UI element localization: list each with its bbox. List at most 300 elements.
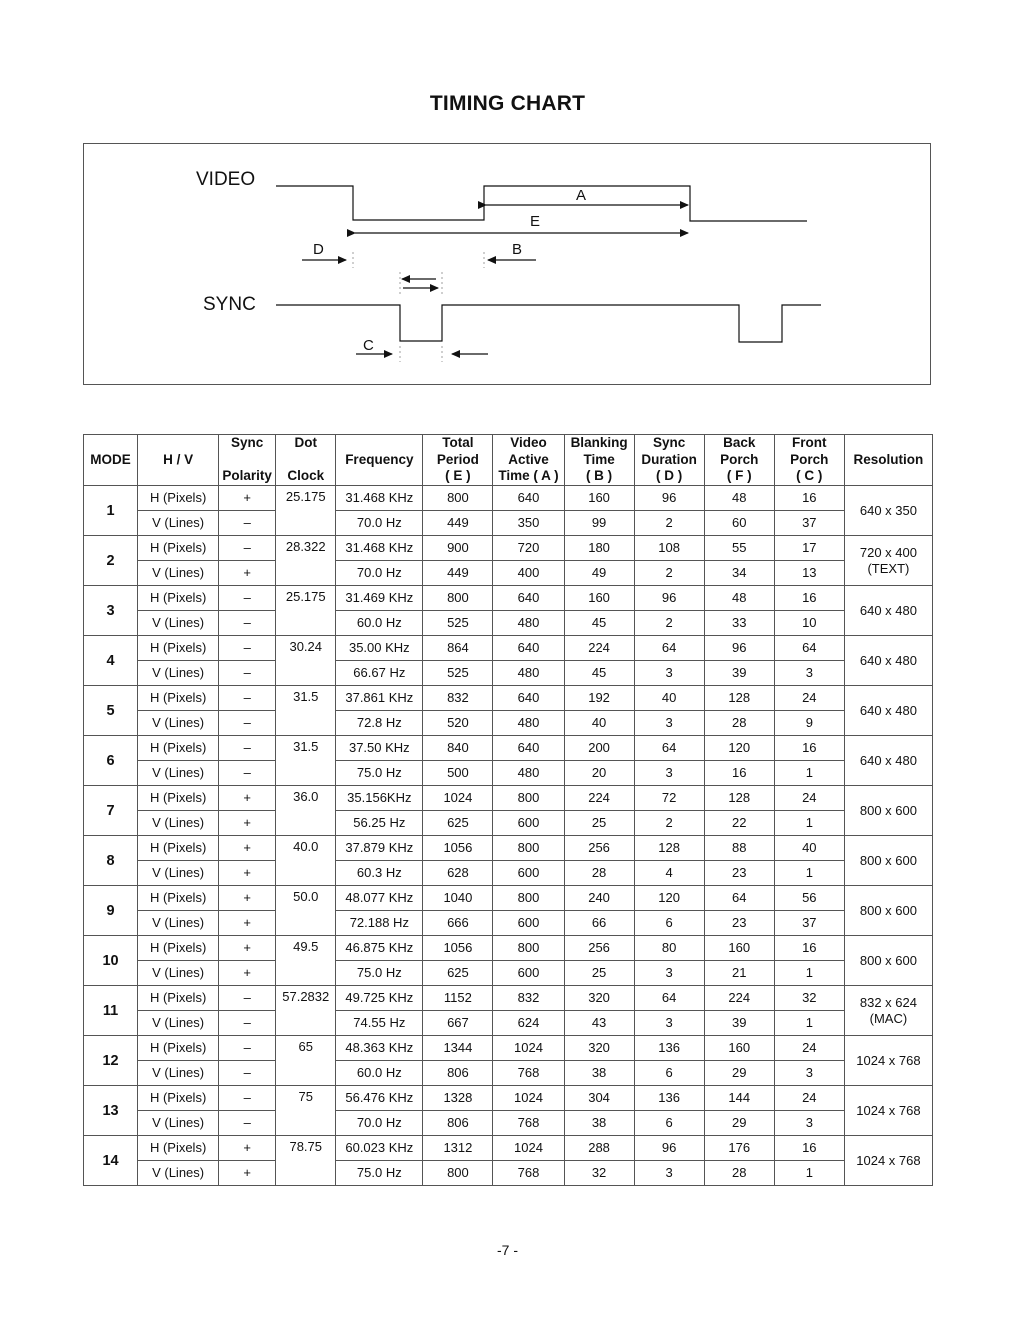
sync-duration-cell: 6 — [634, 1111, 704, 1136]
mode-cell: 10 — [84, 936, 138, 986]
resolution-cell — [844, 986, 932, 1036]
video-active-cell: 640 — [493, 486, 564, 511]
hv-cell: H (Pixels) — [138, 586, 219, 611]
blanking-time-cell: 66 — [564, 911, 634, 936]
total-period-cell: 520 — [423, 711, 493, 736]
label-e: E — [530, 213, 541, 230]
resolution-line: 832 x 624 — [859, 994, 917, 1010]
sync-polarity-cell: + — [219, 886, 276, 911]
dot-clock-cell: 25.175 — [276, 486, 336, 536]
total-period-cell: 449 — [423, 561, 493, 586]
table-row — [84, 811, 933, 836]
mode-cell: 12 — [84, 1036, 138, 1086]
header-back-porch: Back Porch ( F ) — [704, 435, 774, 486]
blanking-time-cell: 180 — [564, 536, 634, 561]
frequency-cell: 75.0 Hz — [336, 1161, 423, 1186]
sync-duration-cell: 64 — [634, 736, 704, 761]
sync-duration-cell: 4 — [634, 861, 704, 886]
total-period-cell: 1328 — [423, 1086, 493, 1111]
sync-polarity-cell: + — [219, 936, 276, 961]
sync-polarity-cell: – — [219, 986, 276, 1011]
blanking-time-cell: 256 — [564, 936, 634, 961]
table-row — [84, 1036, 933, 1061]
blanking-time-cell: 25 — [564, 811, 634, 836]
video-active-cell: 640 — [493, 636, 564, 661]
front-porch-cell: 16 — [774, 486, 844, 511]
sync-polarity-cell: + — [219, 961, 276, 986]
front-porch-cell: 16 — [774, 736, 844, 761]
sync-duration-cell: 80 — [634, 936, 704, 961]
sync-duration-cell: 3 — [634, 711, 704, 736]
back-porch-cell: 128 — [704, 686, 774, 711]
back-porch-cell: 28 — [704, 1161, 774, 1186]
blanking-time-cell: 43 — [564, 1011, 634, 1036]
video-active-cell: 1024 — [493, 1036, 564, 1061]
sync-duration-cell: 2 — [634, 811, 704, 836]
dot-clock-cell: 65 — [276, 1036, 336, 1086]
dot-clock-cell: 75 — [276, 1086, 336, 1136]
hv-cell: H (Pixels) — [138, 986, 219, 1011]
hv-cell: H (Pixels) — [138, 736, 219, 761]
total-period-cell: 1312 — [423, 1136, 493, 1161]
table-row — [84, 861, 933, 886]
table-row — [84, 711, 933, 736]
front-porch-cell: 16 — [774, 586, 844, 611]
sync-duration-cell: 6 — [634, 911, 704, 936]
resolution-line: 720 x 400 — [859, 544, 917, 560]
video-active-cell: 600 — [493, 911, 564, 936]
back-porch-cell: 64 — [704, 886, 774, 911]
back-porch-cell: 39 — [704, 661, 774, 686]
hv-cell: H (Pixels) — [138, 1036, 219, 1061]
resolution-line: 800 x 600 — [859, 852, 917, 868]
frequency-cell: 35.156KHz — [336, 786, 423, 811]
frequency-cell: 75.0 Hz — [336, 761, 423, 786]
frequency-cell: 31.468 KHz — [336, 536, 423, 561]
table-row — [84, 736, 933, 761]
front-porch-cell: 17 — [774, 536, 844, 561]
back-porch-cell: 128 — [704, 786, 774, 811]
video-waveform — [276, 186, 807, 221]
frequency-cell: 60.0 Hz — [336, 611, 423, 636]
total-period-cell: 1056 — [423, 936, 493, 961]
sync-waveform — [276, 305, 821, 342]
dot-clock-cell: 25.175 — [276, 586, 336, 636]
mode-cell: 1 — [84, 486, 138, 536]
front-porch-cell: 10 — [774, 611, 844, 636]
page-number: -7 - — [497, 1242, 518, 1258]
resolution-line: 1024 x 768 — [856, 1152, 921, 1168]
header-blanking-time: Blanking Time ( B ) — [564, 435, 634, 486]
back-porch-cell: 22 — [704, 811, 774, 836]
mode-cell: 7 — [84, 786, 138, 836]
sync-polarity-cell: – — [219, 661, 276, 686]
sync-polarity-cell: – — [219, 1061, 276, 1086]
video-active-cell: 400 — [493, 561, 564, 586]
sync-polarity-cell: + — [219, 1161, 276, 1186]
sync-duration-cell: 3 — [634, 661, 704, 686]
hv-cell: V (Lines) — [138, 1061, 219, 1086]
frequency-cell: 35.00 KHz — [336, 636, 423, 661]
video-active-cell: 600 — [493, 811, 564, 836]
timing-diagram — [83, 143, 931, 385]
resolution-line: 640 x 350 — [859, 502, 917, 518]
frequency-cell: 37.861 KHz — [336, 686, 423, 711]
header-video-active: Video Active Time ( A ) — [493, 435, 564, 486]
back-porch-cell: 48 — [704, 486, 774, 511]
dot-clock-cell: 49.5 — [276, 936, 336, 986]
sync-duration-cell: 3 — [634, 1161, 704, 1186]
resolution-cell — [844, 636, 932, 686]
front-porch-cell: 24 — [774, 1086, 844, 1111]
resolution-cell — [844, 586, 932, 636]
table-row — [84, 636, 933, 661]
table-row — [84, 1111, 933, 1136]
blanking-time-cell: 40 — [564, 711, 634, 736]
frequency-cell: 37.50 KHz — [336, 736, 423, 761]
total-period-cell: 1152 — [423, 986, 493, 1011]
header-mode: MODE — [84, 435, 138, 486]
back-porch-cell: 23 — [704, 911, 774, 936]
total-period-cell: 625 — [423, 811, 493, 836]
sync-polarity-cell: – — [219, 611, 276, 636]
frequency-cell: 56.25 Hz — [336, 811, 423, 836]
sync-duration-cell: 64 — [634, 986, 704, 1011]
total-period-cell: 832 — [423, 686, 493, 711]
resolution-line: 640 x 480 — [859, 752, 917, 768]
sync-polarity-cell: + — [219, 836, 276, 861]
blanking-time-cell: 320 — [564, 986, 634, 1011]
blanking-time-cell: 200 — [564, 736, 634, 761]
video-active-cell: 480 — [493, 661, 564, 686]
resolution-line: 640 x 480 — [859, 702, 917, 718]
table-row — [84, 611, 933, 636]
back-porch-cell: 55 — [704, 536, 774, 561]
blanking-time-cell: 240 — [564, 886, 634, 911]
video-active-cell: 480 — [493, 711, 564, 736]
video-active-cell: 640 — [493, 686, 564, 711]
header-total-period: Total Period ( E ) — [423, 435, 493, 486]
table-row — [84, 511, 933, 536]
table-row — [84, 486, 933, 511]
front-porch-cell: 1 — [774, 961, 844, 986]
table-header-row — [84, 435, 933, 486]
video-active-cell: 624 — [493, 1011, 564, 1036]
back-porch-cell: 29 — [704, 1061, 774, 1086]
resolution-line: 800 x 600 — [859, 902, 917, 918]
back-porch-cell: 23 — [704, 861, 774, 886]
total-period-cell: 1040 — [423, 886, 493, 911]
hv-cell: V (Lines) — [138, 861, 219, 886]
hv-cell: H (Pixels) — [138, 1136, 219, 1161]
resolution-cell — [844, 886, 932, 936]
sync-polarity-cell: – — [219, 586, 276, 611]
back-porch-cell: 176 — [704, 1136, 774, 1161]
back-porch-cell: 34 — [704, 561, 774, 586]
sync-duration-cell: 96 — [634, 586, 704, 611]
header-hv: H / V — [138, 435, 219, 486]
front-porch-cell: 37 — [774, 511, 844, 536]
hv-cell: V (Lines) — [138, 511, 219, 536]
hv-cell: V (Lines) — [138, 611, 219, 636]
frequency-cell: 49.725 KHz — [336, 986, 423, 1011]
sync-duration-cell: 6 — [634, 1061, 704, 1086]
sync-polarity-cell: + — [219, 811, 276, 836]
table-row — [84, 661, 933, 686]
video-active-cell: 768 — [493, 1111, 564, 1136]
sync-polarity-cell: – — [219, 511, 276, 536]
total-period-cell: 1056 — [423, 836, 493, 861]
back-porch-cell: 120 — [704, 736, 774, 761]
table-row — [84, 536, 933, 561]
frequency-cell: 70.0 Hz — [336, 561, 423, 586]
blanking-time-cell: 38 — [564, 1061, 634, 1086]
back-porch-cell: 33 — [704, 611, 774, 636]
video-active-cell: 640 — [493, 586, 564, 611]
sync-polarity-cell: – — [219, 1036, 276, 1061]
header-sync-polarity: Sync Polarity — [219, 435, 276, 486]
table-row — [84, 1086, 933, 1111]
table-row — [84, 1136, 933, 1161]
front-porch-cell: 24 — [774, 786, 844, 811]
back-porch-cell: 160 — [704, 936, 774, 961]
hv-cell: H (Pixels) — [138, 636, 219, 661]
table-row — [84, 686, 933, 711]
table-row — [84, 586, 933, 611]
blanking-time-cell: 320 — [564, 1036, 634, 1061]
sync-polarity-cell: – — [219, 686, 276, 711]
sync-polarity-cell: – — [219, 761, 276, 786]
page-title: TIMING CHART — [429, 92, 586, 115]
front-porch-cell: 3 — [774, 661, 844, 686]
total-period-cell: 800 — [423, 1161, 493, 1186]
dot-clock-cell: 78.75 — [276, 1136, 336, 1186]
hv-cell: H (Pixels) — [138, 786, 219, 811]
header-sync-duration: Sync Duration ( D ) — [634, 435, 704, 486]
front-porch-cell: 24 — [774, 1036, 844, 1061]
blanking-time-cell: 45 — [564, 661, 634, 686]
back-porch-cell: 224 — [704, 986, 774, 1011]
table-row — [84, 936, 933, 961]
frequency-cell: 37.879 KHz — [336, 836, 423, 861]
blanking-time-cell: 304 — [564, 1086, 634, 1111]
mode-cell: 9 — [84, 886, 138, 936]
table-row — [84, 886, 933, 911]
sync-duration-cell: 40 — [634, 686, 704, 711]
video-active-cell: 800 — [493, 786, 564, 811]
sync-polarity-cell: – — [219, 1111, 276, 1136]
front-porch-cell: 1 — [774, 1011, 844, 1036]
mode-cell: 14 — [84, 1136, 138, 1186]
resolution-line: 1024 x 768 — [856, 1052, 921, 1068]
video-active-cell: 1024 — [493, 1086, 564, 1111]
back-porch-cell: 60 — [704, 511, 774, 536]
sync-polarity-cell: – — [219, 1086, 276, 1111]
frequency-cell: 60.0 Hz — [336, 1061, 423, 1086]
front-porch-cell: 1 — [774, 811, 844, 836]
sync-duration-cell: 72 — [634, 786, 704, 811]
resolution-cell — [844, 936, 932, 986]
back-porch-cell: 29 — [704, 1111, 774, 1136]
front-porch-cell: 37 — [774, 911, 844, 936]
resolution-cell — [844, 536, 932, 586]
total-period-cell: 625 — [423, 961, 493, 986]
resolution-line: 800 x 600 — [859, 952, 917, 968]
sync-duration-cell: 2 — [634, 511, 704, 536]
blanking-time-cell: 25 — [564, 961, 634, 986]
total-period-cell: 525 — [423, 661, 493, 686]
blanking-time-cell: 49 — [564, 561, 634, 586]
timing-diagram-svg — [84, 144, 932, 386]
sync-polarity-cell: – — [219, 1011, 276, 1036]
blanking-time-cell: 224 — [564, 786, 634, 811]
frequency-cell: 31.469 KHz — [336, 586, 423, 611]
resolution-cell — [844, 686, 932, 736]
resolution-cell — [844, 786, 932, 836]
blanking-time-cell: 288 — [564, 1136, 634, 1161]
header-dot-clock: Dot Clock — [276, 435, 336, 486]
label-a: A — [576, 187, 587, 204]
total-period-cell: 806 — [423, 1111, 493, 1136]
table-row — [84, 1161, 933, 1186]
hv-cell: H (Pixels) — [138, 936, 219, 961]
total-period-cell: 667 — [423, 1011, 493, 1036]
table-body — [84, 486, 933, 1186]
sync-duration-cell: 120 — [634, 886, 704, 911]
resolution-line: (MAC) — [869, 1010, 908, 1026]
sync-duration-cell: 2 — [634, 611, 704, 636]
frequency-cell: 74.55 Hz — [336, 1011, 423, 1036]
blanking-time-cell: 224 — [564, 636, 634, 661]
sync-duration-cell: 96 — [634, 486, 704, 511]
back-porch-cell: 39 — [704, 1011, 774, 1036]
mode-cell: 4 — [84, 636, 138, 686]
hv-cell: V (Lines) — [138, 1161, 219, 1186]
blanking-time-cell: 38 — [564, 1111, 634, 1136]
hv-cell: H (Pixels) — [138, 536, 219, 561]
hv-cell: V (Lines) — [138, 561, 219, 586]
table-row — [84, 761, 933, 786]
total-period-cell: 449 — [423, 511, 493, 536]
dot-clock-cell: 40.0 — [276, 836, 336, 886]
blanking-time-cell: 28 — [564, 861, 634, 886]
total-period-cell: 500 — [423, 761, 493, 786]
timing-table — [83, 434, 933, 1186]
hv-cell: V (Lines) — [138, 911, 219, 936]
front-porch-cell: 9 — [774, 711, 844, 736]
blanking-time-cell: 45 — [564, 611, 634, 636]
mode-cell: 2 — [84, 536, 138, 586]
total-period-cell: 840 — [423, 736, 493, 761]
blanking-time-cell: 20 — [564, 761, 634, 786]
resolution-line: 800 x 600 — [859, 802, 917, 818]
sync-label: SYNC — [203, 294, 256, 315]
back-porch-cell: 28 — [704, 711, 774, 736]
sync-duration-cell: 136 — [634, 1036, 704, 1061]
blanking-time-cell: 99 — [564, 511, 634, 536]
sync-duration-cell: 2 — [634, 561, 704, 586]
hv-cell: H (Pixels) — [138, 886, 219, 911]
back-porch-cell: 16 — [704, 761, 774, 786]
mode-cell: 3 — [84, 586, 138, 636]
mode-cell: 11 — [84, 986, 138, 1036]
frequency-cell: 60.023 KHz — [336, 1136, 423, 1161]
sync-duration-cell: 136 — [634, 1086, 704, 1111]
table-row — [84, 986, 933, 1011]
frequency-cell: 72.8 Hz — [336, 711, 423, 736]
front-porch-cell: 56 — [774, 886, 844, 911]
front-porch-cell: 16 — [774, 1136, 844, 1161]
front-porch-cell: 1 — [774, 761, 844, 786]
mode-cell: 13 — [84, 1086, 138, 1136]
label-c: C — [363, 337, 374, 354]
front-porch-cell: 16 — [774, 936, 844, 961]
resolution-line: 640 x 480 — [859, 652, 917, 668]
frequency-cell: 66.67 Hz — [336, 661, 423, 686]
back-porch-cell: 88 — [704, 836, 774, 861]
resolution-line: 1024 x 768 — [856, 1102, 921, 1118]
blanking-time-cell: 192 — [564, 686, 634, 711]
sync-polarity-cell: – — [219, 736, 276, 761]
front-porch-cell: 1 — [774, 1161, 844, 1186]
hv-cell: H (Pixels) — [138, 1086, 219, 1111]
frequency-cell: 46.875 KHz — [336, 936, 423, 961]
sync-duration-cell: 128 — [634, 836, 704, 861]
resolution-cell — [844, 486, 932, 536]
mode-cell: 8 — [84, 836, 138, 886]
blanking-time-cell: 160 — [564, 486, 634, 511]
header-frequency: Frequency — [336, 435, 423, 486]
dot-clock-cell: 57.2832 — [276, 986, 336, 1036]
frequency-cell: 70.0 Hz — [336, 511, 423, 536]
hv-cell: V (Lines) — [138, 761, 219, 786]
hv-cell: H (Pixels) — [138, 836, 219, 861]
mode-cell: 5 — [84, 686, 138, 736]
video-active-cell: 832 — [493, 986, 564, 1011]
hv-cell: H (Pixels) — [138, 486, 219, 511]
hv-cell: V (Lines) — [138, 1111, 219, 1136]
video-active-cell: 720 — [493, 536, 564, 561]
front-porch-cell: 3 — [774, 1111, 844, 1136]
video-active-cell: 480 — [493, 761, 564, 786]
frequency-cell: 56.476 KHz — [336, 1086, 423, 1111]
table-row — [84, 911, 933, 936]
resolution-cell — [844, 1086, 932, 1136]
video-label: VIDEO — [196, 169, 256, 190]
video-active-cell: 600 — [493, 861, 564, 886]
sync-polarity-cell: + — [219, 861, 276, 886]
frequency-cell: 70.0 Hz — [336, 1111, 423, 1136]
back-porch-cell: 48 — [704, 586, 774, 611]
sync-duration-cell: 96 — [634, 1136, 704, 1161]
dot-clock-cell: 50.0 — [276, 886, 336, 936]
hv-cell: V (Lines) — [138, 1011, 219, 1036]
video-active-cell: 800 — [493, 936, 564, 961]
dot-clock-cell: 31.5 — [276, 736, 336, 786]
hv-cell: V (Lines) — [138, 811, 219, 836]
front-porch-cell: 1 — [774, 861, 844, 886]
front-porch-cell: 64 — [774, 636, 844, 661]
blanking-time-cell: 256 — [564, 836, 634, 861]
video-active-cell: 800 — [493, 886, 564, 911]
sync-duration-cell: 3 — [634, 761, 704, 786]
video-active-cell: 800 — [493, 836, 564, 861]
video-active-cell: 768 — [493, 1161, 564, 1186]
front-porch-cell: 13 — [774, 561, 844, 586]
sync-polarity-cell: + — [219, 486, 276, 511]
sync-polarity-cell: + — [219, 561, 276, 586]
video-active-cell: 350 — [493, 511, 564, 536]
